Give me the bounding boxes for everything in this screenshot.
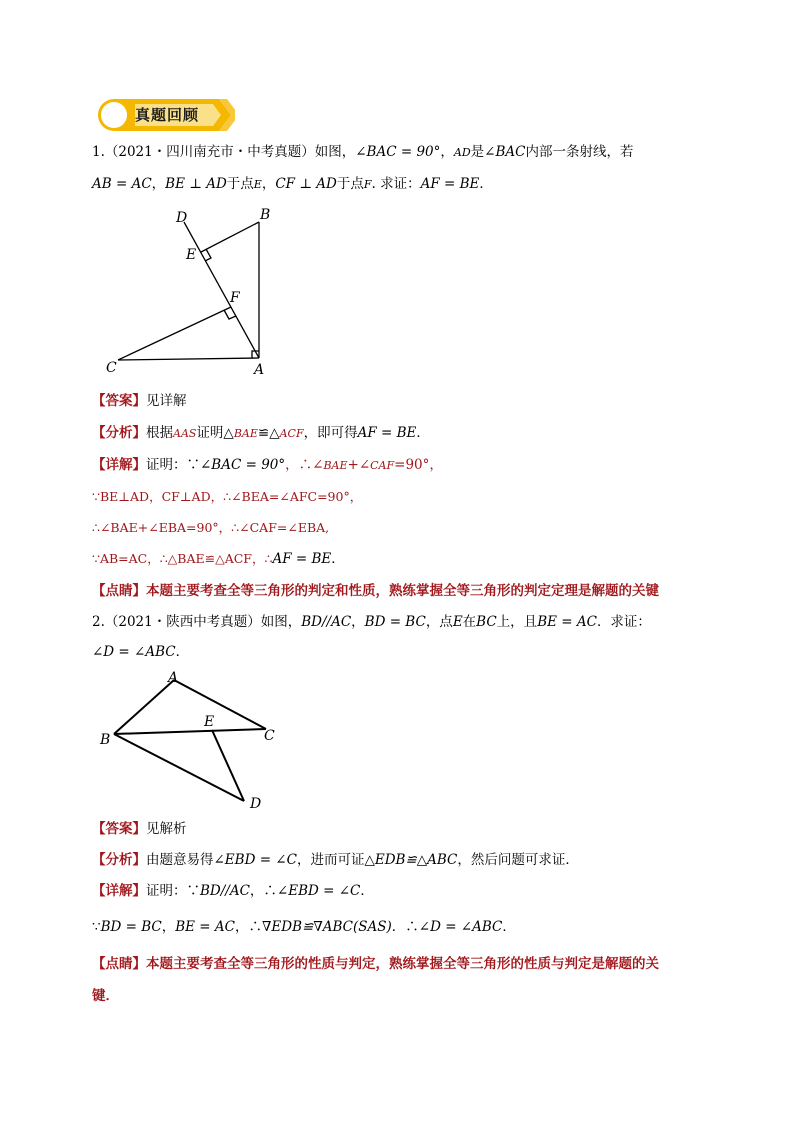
analysis-tag: 【分析】 [92, 425, 146, 441]
comment-text: 本题主要考查全等三角形的性质与判定，熟练掌握全等三角形的性质与判定是解题的关 [146, 956, 659, 972]
text: ，然后问题可求证． [457, 852, 579, 868]
line-AC [174, 680, 266, 729]
math: AD [453, 146, 471, 159]
q1-detail-1 [92, 455, 443, 476]
label-B: B [260, 207, 271, 223]
q2-line-2 [92, 642, 189, 662]
math: CF ⊥ AD [275, 176, 337, 192]
text: 由题意易得 [146, 852, 214, 868]
label-E: E [186, 247, 197, 263]
math: E [253, 178, 262, 191]
q2-line-1 [92, 612, 651, 632]
text: ，∴ [249, 883, 277, 899]
math: ∠D = ∠ABC [92, 644, 176, 660]
text: 是 [470, 144, 485, 160]
q1-detail-4 [92, 549, 345, 569]
analysis-tag: 【分析】 [92, 852, 146, 868]
text: +∠ [347, 457, 371, 473]
q1-analysis [92, 423, 430, 444]
math: BAE [323, 459, 348, 472]
math: BD//AC [301, 614, 352, 630]
label-D: D [250, 796, 262, 812]
text: ， [261, 176, 276, 192]
math: AF = BE [420, 176, 480, 192]
text: ∵ [92, 919, 101, 935]
comment-text-cont: 键． [92, 988, 119, 1004]
math: ∠BAC = 90° [200, 457, 286, 473]
text: 证明△ [196, 425, 234, 441]
answer-text: 见解析 [146, 821, 187, 837]
q2-detail-2 [92, 917, 516, 937]
label-A: A [254, 362, 265, 378]
text: . 求证： [371, 176, 421, 192]
answer-tag: 【答案】 [92, 821, 146, 837]
right-angle-F [224, 310, 236, 319]
math: AF = BE [357, 425, 417, 441]
q2-answer [92, 819, 187, 839]
math: F [363, 178, 372, 191]
q2-source: 2.（2021・陕西中考真题）如图， [92, 614, 302, 630]
text: ， [151, 176, 166, 192]
text: ． [331, 551, 345, 567]
math: ∠BAC [484, 144, 526, 160]
label-A: A [168, 670, 179, 686]
text: ， [440, 144, 454, 160]
banner-title: 真题回顾 [135, 106, 200, 124]
text: ， [351, 614, 365, 630]
text: 根据 [146, 425, 173, 441]
math: ∠EBD = ∠C [276, 883, 361, 899]
q2-analysis [92, 850, 579, 870]
answer-tag: 【答案】 [92, 393, 146, 409]
text: ≌△ [257, 425, 280, 441]
math: AF = BE [272, 551, 332, 567]
text: 于点 [226, 176, 254, 192]
text: ． [360, 883, 374, 899]
q1-detail-2: ∵BE⊥AD，CF⊥AD，∴∠BEA=∠AFC=90°， [92, 489, 363, 504]
comment-tag: 【点睛】 [92, 956, 146, 972]
text: ．求证： [596, 614, 651, 630]
q2-comment-cont [92, 986, 119, 1006]
text: ． [175, 644, 190, 660]
text: ，进而可证 [296, 852, 365, 868]
line-BC [114, 729, 266, 734]
math: ∠EBD = ∠C [213, 852, 297, 868]
math: BE ⊥ AD [165, 176, 227, 192]
line-CF [118, 307, 231, 360]
q2-comment [92, 954, 659, 974]
comment-tag: 【点睛】 [92, 583, 146, 599]
section-banner [95, 96, 235, 134]
text: ．∴ [391, 919, 419, 935]
text: 内部一条射线，若 [525, 144, 634, 160]
math: ACF [279, 427, 304, 440]
text: ，∴ [234, 919, 262, 935]
text: ∵AB=AC，∴△BAE≌△ACF，∴ [92, 551, 273, 566]
text: ，即可得 [303, 425, 358, 441]
q1-line-1 [92, 142, 633, 163]
line-CA [118, 358, 259, 360]
right-angle-E [205, 249, 211, 261]
math: AAS [173, 427, 197, 440]
q1-source: 1.（2021・四川南充市・中考真题）如图， [92, 144, 356, 160]
text: =90°， [394, 457, 443, 473]
text: ，点 [425, 614, 453, 630]
math: CAF [370, 459, 395, 472]
text: ． [416, 425, 430, 441]
text: 证明：∵ [146, 883, 200, 899]
text: ， [161, 919, 176, 935]
text: 上，且 [496, 614, 538, 630]
label-D: D [176, 210, 188, 226]
math: ∠BAC = 90° [355, 144, 441, 160]
q1-answer [92, 391, 187, 411]
label-F: F [230, 290, 240, 306]
label-B: B [100, 732, 111, 748]
detail-tag: 【详解】 [92, 457, 146, 473]
math: ∇EDB≌∇ABC(SAS) [261, 919, 392, 935]
math: ∠D = ∠ABC [418, 919, 503, 935]
comment-text: 本题主要考查全等三角形的判定和性质，熟练掌握全等三角形的判定定理是解题的关键 [146, 583, 659, 599]
line-AB [114, 680, 174, 734]
math: BE = AC [537, 614, 597, 630]
q1-figure [96, 200, 286, 380]
text: ，∴∠ [285, 457, 324, 473]
math: BAE [233, 427, 258, 440]
math: AB = AC [92, 176, 152, 192]
text: 在 [462, 614, 477, 630]
answer-text: 见详解 [146, 393, 187, 409]
label-C: C [264, 728, 275, 744]
math: E [452, 614, 463, 630]
text: 证明：∵ [146, 457, 200, 473]
q1-line-2 [92, 174, 493, 195]
math: BC [476, 614, 497, 630]
text: ． [502, 919, 516, 935]
math: △EDB≌△ABC [364, 852, 458, 868]
math: BD = BC [100, 919, 162, 935]
label-E: E [204, 714, 215, 730]
q2-figure [94, 668, 284, 818]
q1-detail-3: ∴∠BAE+∠EBA=90°，∴∠CAF=∠EBA, [92, 520, 330, 535]
label-C: C [106, 360, 117, 376]
math: BD = BC [364, 614, 426, 630]
math: BE = AC [175, 919, 235, 935]
text: ． [479, 176, 493, 192]
line-BE [201, 222, 259, 252]
q1-comment [92, 581, 659, 601]
line-BD [114, 734, 244, 801]
text: 于点 [336, 176, 364, 192]
q2-detail-1 [92, 881, 374, 901]
line-ED [212, 730, 244, 801]
math: BD//AC [200, 883, 250, 899]
detail-tag: 【详解】 [92, 883, 146, 899]
line-DA [184, 222, 259, 358]
